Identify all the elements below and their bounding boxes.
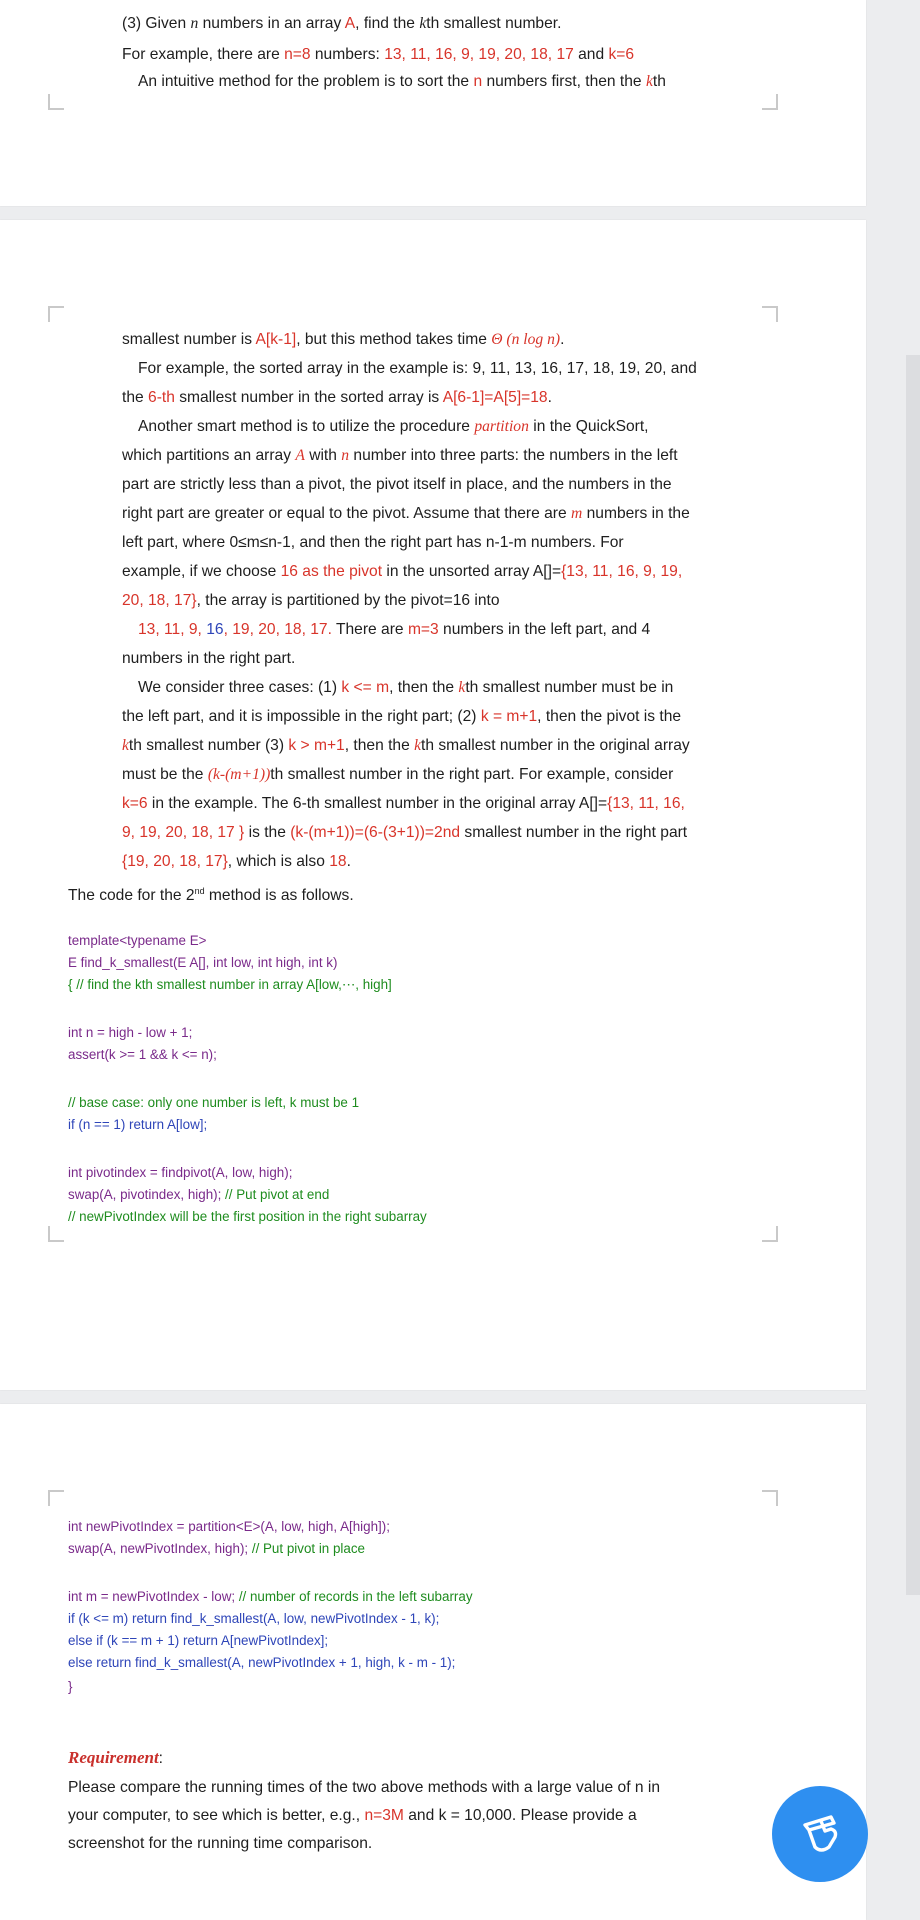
code-line: swap(A, newPivotIndex, high); // Put pivot in place (68, 1541, 365, 1556)
code-line: int n = high - low + 1; (68, 1025, 193, 1040)
text-line: left part, where 0≤m≤n-1, and then the right part has n-1-m numbers. For (122, 534, 624, 551)
text-line: must be the (k-(m+1))th smallest number in the right part. For example, consider (122, 766, 674, 783)
question-line-1: (3) Given n numbers in an array A, find the kth smallest number. (122, 15, 562, 32)
code-line: if (k <= m) return find_k_smallest(A, low, newPivotIndex - 1, k); (68, 1611, 440, 1626)
text-line: We consider three cases: (1) k <= m, then the kth smallest number must be in (138, 679, 674, 696)
text-line: part are strictly less than a pivot, the pivot itself in place, and the numbers in the (122, 476, 672, 493)
gesture-floating-button[interactable] (772, 1786, 868, 1882)
intuitive-method-line: An intuitive method for the problem is to sort the n numbers first, then the kth (138, 73, 666, 90)
page-corner-mark (762, 1490, 778, 1506)
page-corner-mark (48, 1490, 64, 1506)
text-line: example, if we choose 16 as the pivot in the unsorted array A[]={13, 11, 16, 9, 19, (122, 563, 683, 580)
code-line: // newPivotIndex will be the first position in the right subarray (68, 1209, 427, 1224)
requirement-heading: Requirement: (68, 1748, 164, 1767)
page-corner-mark (762, 1226, 778, 1242)
requirement-line: your computer, to see which is better, e.g., n=3M and k = 10,000. Please provide a (68, 1807, 637, 1824)
text-line: 9, 19, 20, 18, 17 } is the (k-(m+1))=(6-(3+1))=2nd smallest number in the right part (122, 824, 688, 841)
page-corner-mark (762, 94, 778, 110)
code-line: swap(A, pivotindex, high); // Put pivot at end (68, 1187, 330, 1202)
text-line: smallest number is A[k-1], but this method takes time Θ (n log n). (122, 331, 565, 348)
text-line: 13, 11, 9, 16, 19, 20, 18, 17. There are m=3 numbers in the left part, and 4 (138, 621, 651, 638)
code-line: else return find_k_smallest(A, newPivotIndex + 1, high, k - m - 1); (68, 1655, 456, 1670)
code-line: int newPivotIndex = partition<E>(A, low, high, A[high]); (68, 1519, 390, 1534)
page-corner-mark (762, 306, 778, 322)
text-line: which partitions an array A with n number into three parts: the numbers in the left (122, 447, 678, 464)
example-line: For example, there are n=8 numbers: 13, 11, 16, 9, 19, 20, 18, 17 and k=6 (122, 46, 635, 63)
code-line: assert(k >= 1 && k <= n); (68, 1047, 217, 1062)
text-line: the left part, and it is impossible in the right part; (2) k = m+1, then the pivot is the (122, 708, 682, 725)
text-line: right part are greater or equal to the pivot. Assume that there are m numbers in the (122, 505, 690, 522)
code-line: // base case: only one number is left, k must be 1 (68, 1095, 360, 1110)
code-line: int pivotindex = findpivot(A, low, high); (68, 1165, 293, 1180)
code-line: } (68, 1679, 73, 1694)
text-line: {19, 20, 18, 17}, which is also 18. (122, 853, 351, 870)
text-line: For example, the sorted array in the example is: 9, 11, 13, 16, 17, 18, 19, 20, and (138, 360, 697, 377)
code-line: else if (k == m + 1) return A[newPivotIndex]; (68, 1633, 329, 1648)
text-line: the 6-th smallest number in the sorted array is A[6-1]=A[5]=18. (122, 389, 552, 406)
requirement-line: screenshot for the running time comparison. (68, 1835, 373, 1852)
scrollbar[interactable] (906, 355, 920, 1595)
document-page-3 (0, 1404, 866, 1920)
page-corner-mark (48, 306, 64, 322)
text-line: Another smart method is to utilize the procedure partition in the QuickSort, (138, 418, 649, 435)
page-corner-mark (48, 1226, 64, 1242)
text-line: 20, 18, 17}, the array is partitioned by the pivot=16 into (122, 592, 500, 609)
code-line: template<typename E> (68, 933, 207, 948)
requirement-line: Please compare the running times of the two above methods with a large value of n in (68, 1779, 661, 1796)
hand-pointer-icon (791, 1803, 849, 1866)
text-line: numbers in the right part. (122, 650, 296, 667)
text-line: The code for the 2nd method is as follows. (68, 886, 354, 905)
page-corner-mark (48, 94, 64, 110)
document-page-1 (0, 0, 866, 206)
text-line: kth smallest number (3) k > m+1, then the kth smallest number in the original array (122, 737, 690, 754)
code-line: E find_k_smallest(E A[], int low, int high, int k) (68, 955, 338, 970)
document-page-2 (0, 220, 866, 1390)
code-line: if (n == 1) return A[low]; (68, 1117, 208, 1132)
text-line: k=6 in the example. The 6-th smallest number in the original array A[]={13, 11, 16, (122, 795, 685, 812)
code-line: { // find the kth smallest number in array A[low,⋯, high] (68, 977, 392, 992)
code-line: int m = newPivotIndex - low; // number of records in the left subarray (68, 1589, 473, 1604)
